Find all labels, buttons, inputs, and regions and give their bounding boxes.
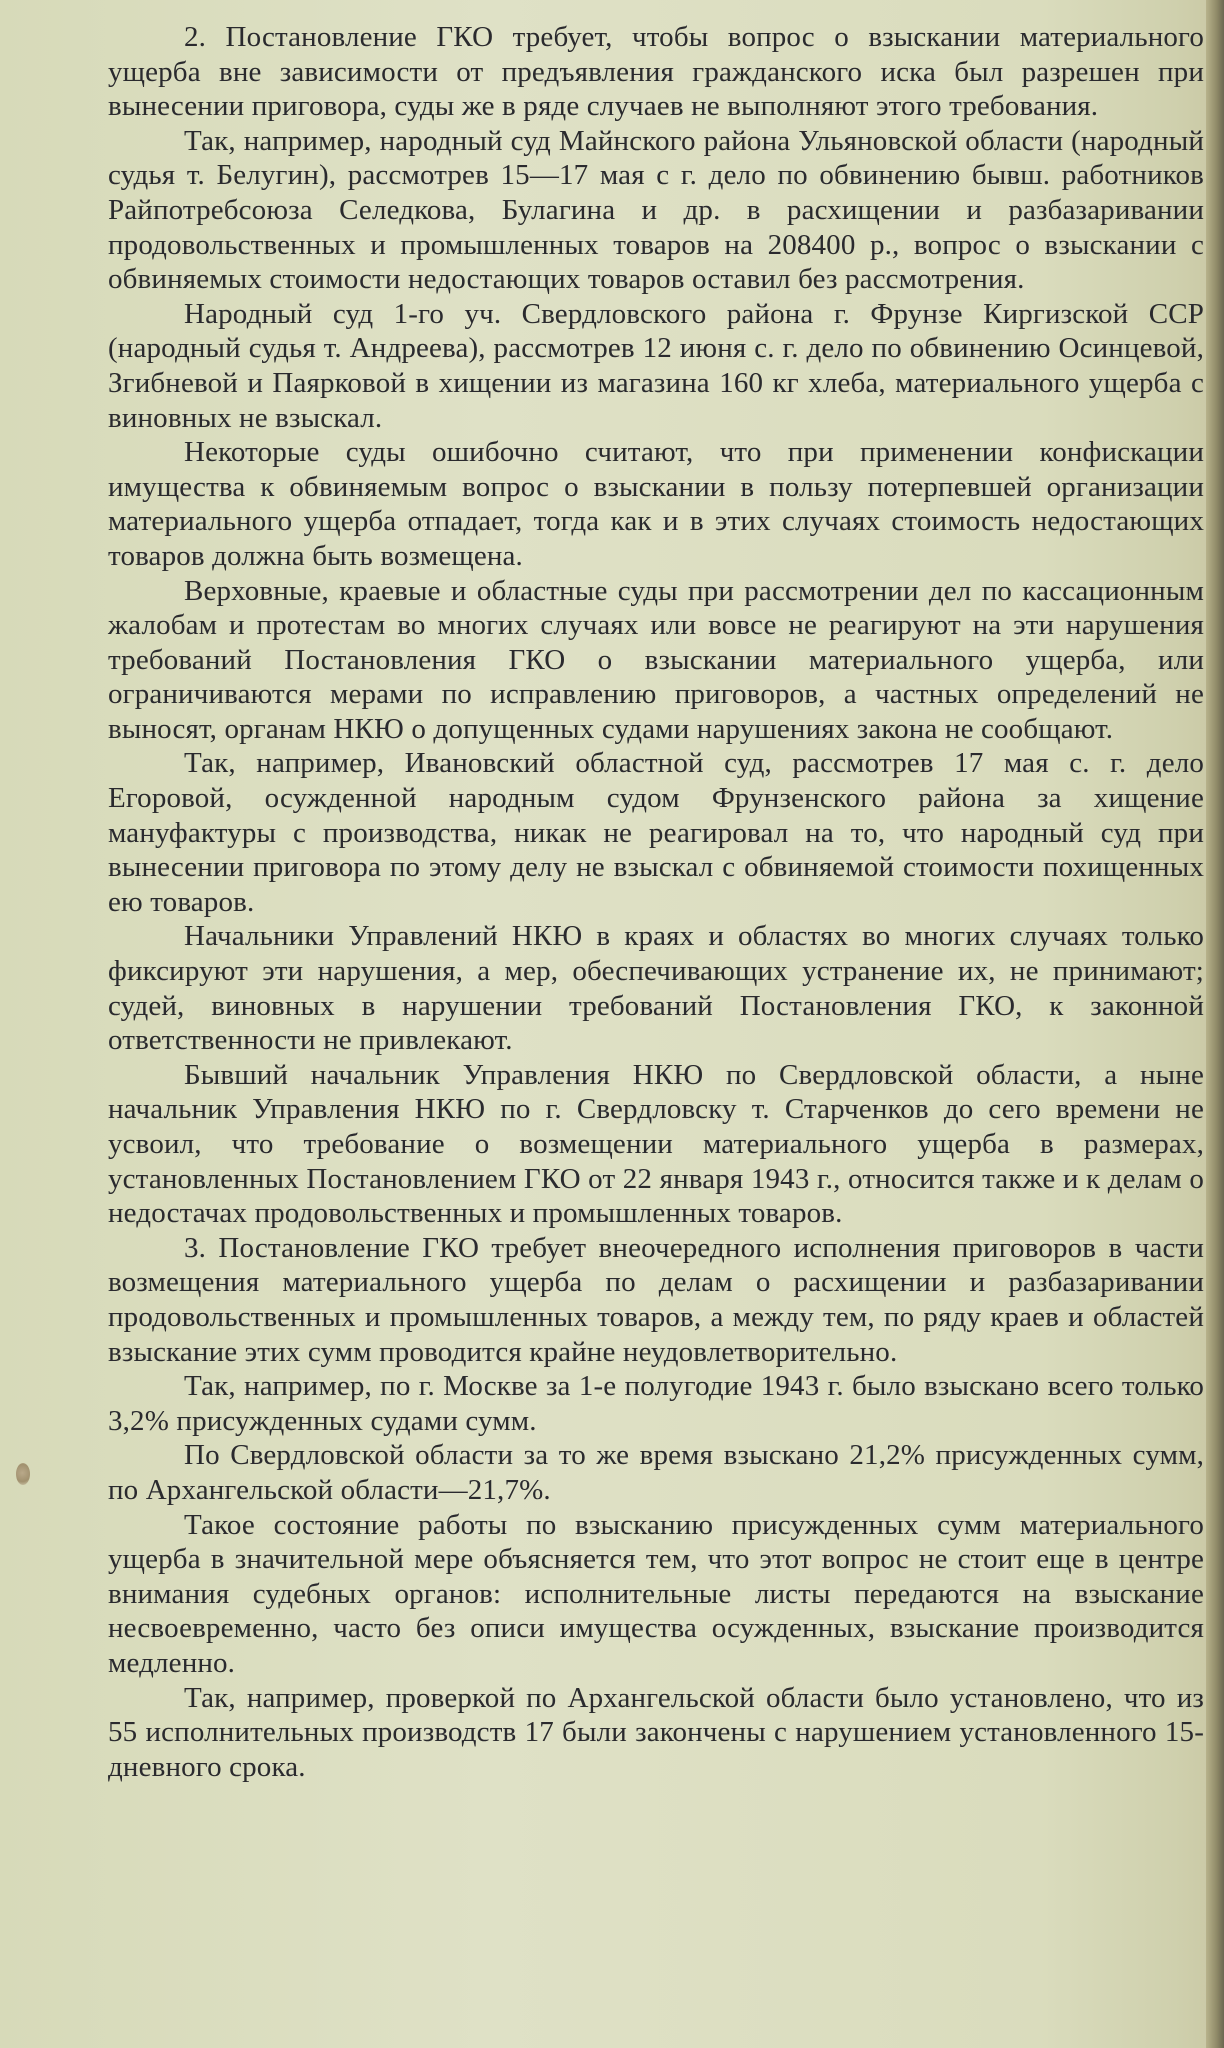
paragraph: Народный суд 1-го уч. Свердловского района г. Фрунзе Киргизской ССР (народный судья т. Андреева), рассмотрев 12 июня с. г. дело по обвинению Осинцевой, Згибневой и Паярковой в хищении из магазина 160 кг хлеба, материального ущерба с виновных не взыскал. <box>108 297 1204 434</box>
paragraph: Так, например, Ивановский областной суд, рассмотрев 17 мая с. г. дело Егоровой, осужденной народным судом Фрунзенского района за хищение мануфактуры с производства, никак не реагировал на то, что народный суд при вынесении приговора по этому делу не взыскал с обвиняемой стоимости похищенных ею товаров. <box>108 747 1204 918</box>
paragraph: 2. Постановление ГКО требует, чтобы вопрос о взыскании материального ущерба вне зависимости от предъявления гражданского иска был разрешен при вынесении приговора, суды же в ряде случаев не выполняют этого требования. <box>108 21 1204 123</box>
document-body <box>108 20 1204 1784</box>
punch-hole <box>16 1463 30 1485</box>
paragraph: Так, например, проверкой по Архангельской области было установлено, что из 55 исполнительных производств 17 были закончены с нарушением установленного 15-дневного срока. <box>108 1681 1204 1783</box>
paragraph: Такое состояние работы по взысканию присужденных сумм материального ущерба в значительной мере объясняется тем, что этот вопрос не стоит еще в центре внимания судебных органов: исполнительные листы передаются на взыскание несвоевременно, часто без описи имущества осужденных, взыскание производится медленно. <box>108 1508 1204 1679</box>
paragraph: Некоторые суды ошибочно считают, что при применении конфискации имущества к обвиняемым вопрос о взыскании в пользу потерпевшей организации материального ущерба отпадает, тогда как и в этих случаях стоимость недостающих товаров должна быть возмещена. <box>108 436 1204 572</box>
paragraph: Бывший начальник Управления НКЮ по Свердловской области, а ныне начальник Управления НКЮ по г. Свердловску т. Старченков до сего времени не усвоил, что требование о возмещении материального ущерба в размерах, установленных Постановлением ГКО от 22 января 1943 г., относится также и к делам о недостачах продовольственных и промышленных товаров. <box>108 1058 1204 1230</box>
paragraph: Верховные, краевые и областные суды при рассмотрении дел по кассационным жалобам и протестам во многих случаях или вовсе не реагируют на эти нарушения требований Постановления ГКО о взыскании материального ущерба, или ограничиваются мерами по исправлению приговоров, а частных определений не выносят, органам НКЮ о допущенных судами нарушениях закона не сообщают. <box>108 574 1204 745</box>
paragraph: Так, например, по г. Москве за 1-е полугодие 1943 г. было взыскано всего только 3,2% присужденных судами сумм. <box>108 1370 1204 1437</box>
paragraph: 3. Постановление ГКО требует внеочередного исполнения приговоров в части возмещения материального ущерба по делам о расхищении и разбазаривании продовольственных и промышленных товаров, а между тем, по ряду краев и областей взыскание этих сумм проводится крайне неудовлетворительно. <box>108 1231 1204 1368</box>
paragraph: Начальники Управлений НКЮ в краях и областях во многих случаях только фиксируют эти нарушения, а мер, обеспечивающих устранение их, не принимают; судей, виновных в нарушении требований Постановления ГКО, к законной ответственности не привлекают. <box>108 920 1204 1057</box>
page-edge-shadow <box>1206 0 1224 2048</box>
paragraph: Так, например, народный суд Майнского района Ульяновской области (народный судья т. Белугин), рассмотрев 15—17 мая с г. дело по обвинению бывш. работников Райпотребсоюза Селедкова, Булагина и др. в расхищении и разбазаривании продовольственных и промышленных товаров на 208400 р., вопрос о взыскании с обвиняемых стоимости недостающих товаров оставил без рассмотрения. <box>108 124 1204 296</box>
paragraph: По Свердловской области за то же время взыскано 21,2% присужденных сумм, по Архангельской области—21,7%. <box>108 1439 1204 1506</box>
